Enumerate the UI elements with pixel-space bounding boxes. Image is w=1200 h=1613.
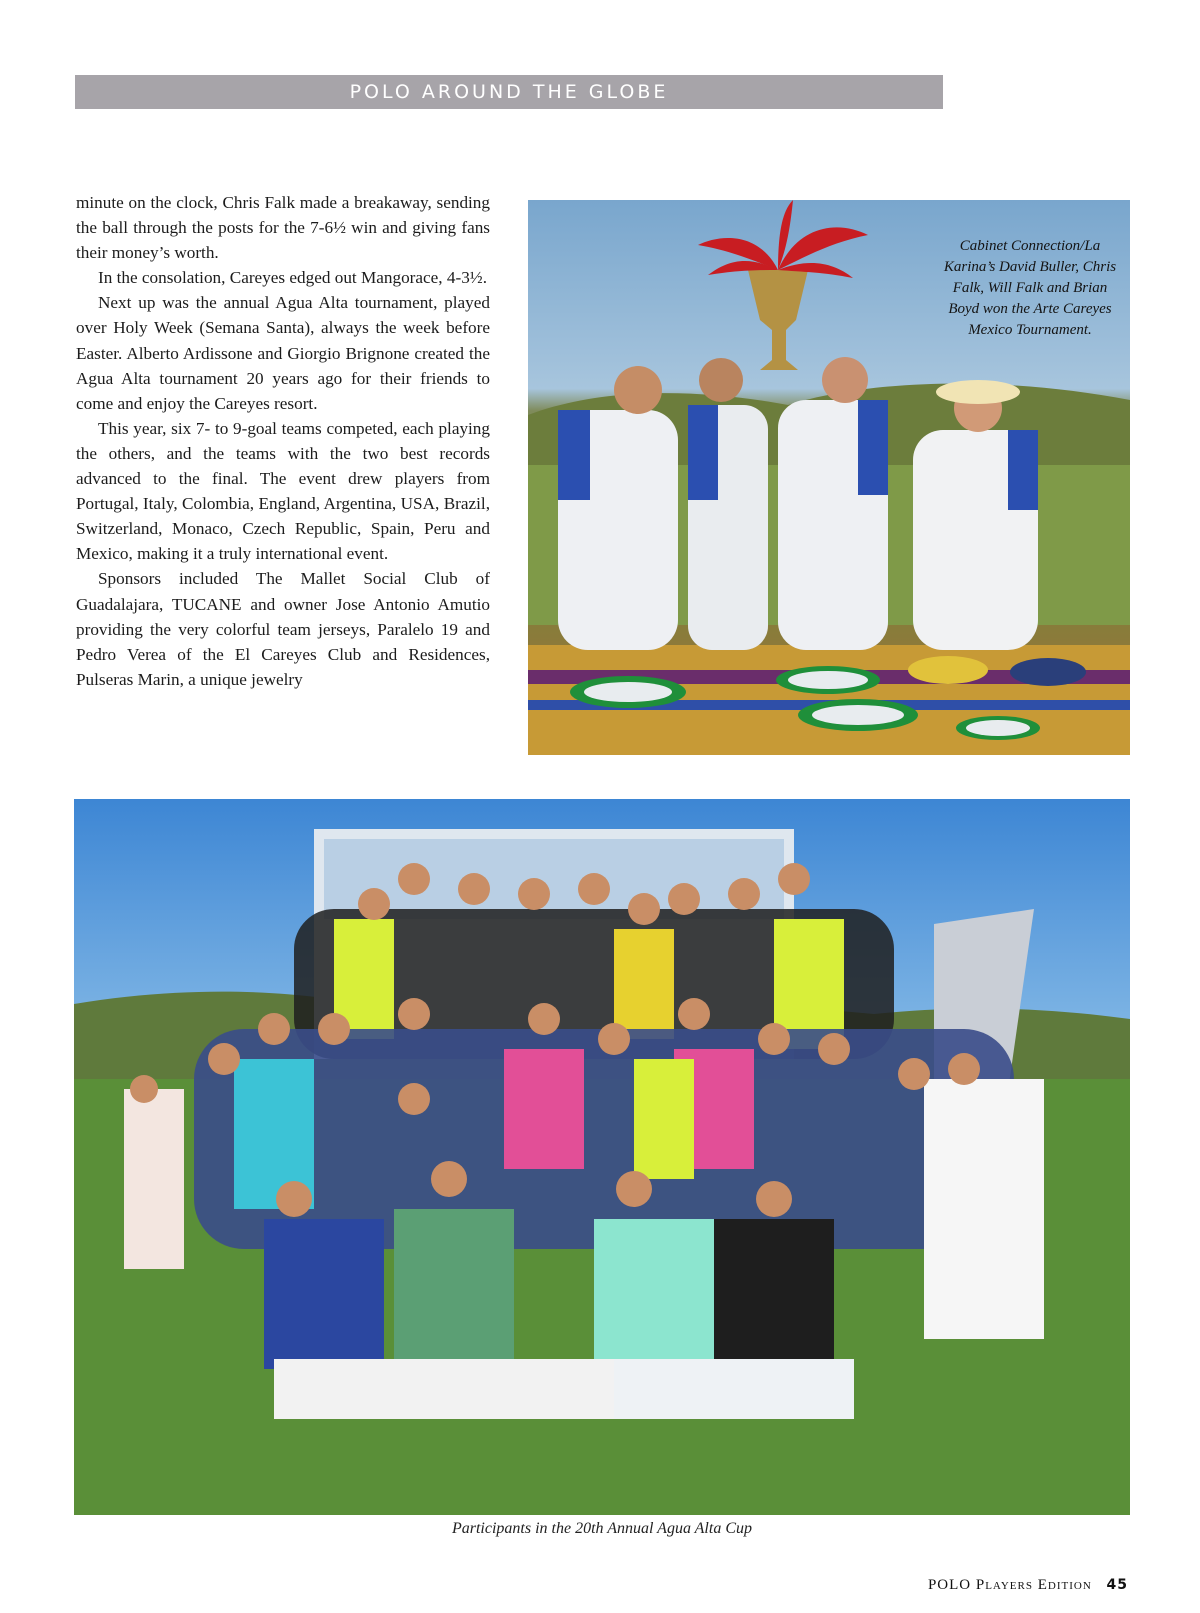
group-photo-illustration xyxy=(74,799,1130,1515)
page-number: 45 xyxy=(1106,1577,1128,1593)
article-paragraph: Sponsors included The Mallet Social Club of Guadalajara, TUCANE and owner Jose Antonio Amutio providing the very colorful team jerseys, Paralelo 19 and Pedro Verea of the El Careyes Club and Residences, Pulseras Marin, a unique jewelry xyxy=(76,569,490,689)
trophy-photo-caption: Cabinet Connection/La Karina’s David Buller, Chris Falk, Will Falk and Brian Boyd won the Arte Careyes Mexico Tournament. xyxy=(943,238,1117,338)
group-photo xyxy=(74,799,1130,1515)
article-paragraph: In the consolation, Careyes edged out Mangorace, 4-3½. xyxy=(98,268,487,288)
publication-name: POLO Players Edition xyxy=(927,1577,1092,1593)
article-paragraph: Next up was the annual Agua Alta tournament, played over Holy Week (Semana Santa), always the week before Easter. Alberto Ardissone and Giorgio Brignone created the Agua Alta tournament 20 years ago for their friends to come and enjoy the Careyes resort. xyxy=(76,293,490,413)
section-title: POLO AROUND THE GLOBE xyxy=(349,81,669,103)
article-column xyxy=(76,190,490,692)
section-banner xyxy=(75,75,943,109)
group-photo-caption: Participants in the 20th Annual Agua Alta Cup xyxy=(451,1520,752,1537)
article-paragraph: minute on the clock, Chris Falk made a breakaway, sending the ball through the posts for the 7-6½ win and giving fans their money’s worth. xyxy=(76,193,490,263)
article-paragraph: This year, six 7- to 9-goal teams competed, each playing the others, and the teams with the two best records advanced to the final. The event drew players from Portugal, Italy, Colombia, England, Argentina, USA, Brazil, Switzerland, Monaco, Czech Republic, Spain, Peru and Mexico, making it a truly international event. xyxy=(76,418,490,564)
page-footer xyxy=(928,1577,1128,1594)
